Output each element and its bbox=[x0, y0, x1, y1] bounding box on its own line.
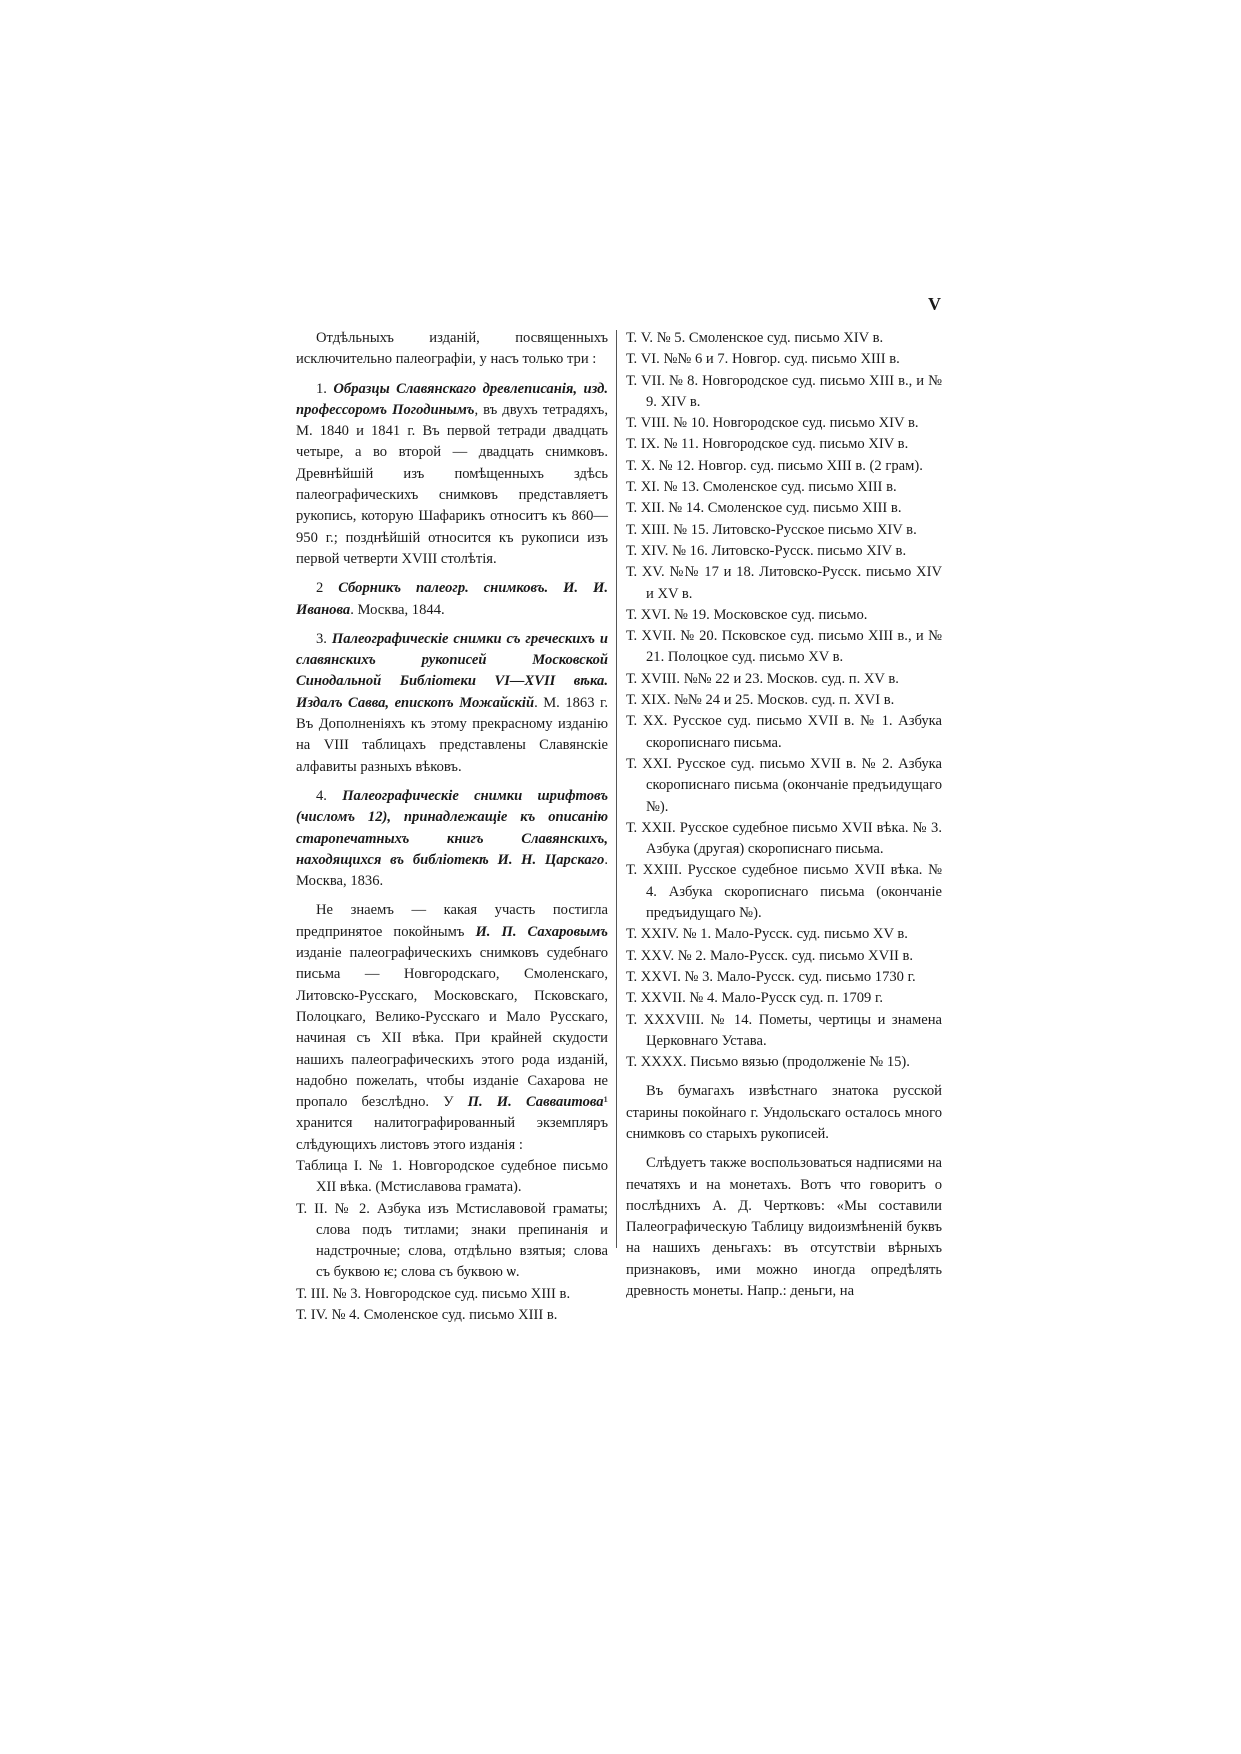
list-item bbox=[626, 541, 942, 562]
list-item bbox=[626, 626, 942, 669]
text-run: Т. XV. №№ 17 и 18. Литовско-Русск. письмо XIV и XV в. bbox=[626, 564, 942, 602]
list-item bbox=[626, 498, 942, 519]
list-item bbox=[626, 690, 942, 711]
text-run: Т. XI. № 13. Смоленское суд. письмо XIII в. bbox=[626, 479, 897, 496]
list-item bbox=[626, 1052, 942, 1073]
list-item bbox=[626, 669, 942, 690]
list-item bbox=[626, 946, 942, 967]
text-run: . М. 1863 г. Въ Дополненіяхъ къ этому прекрасному изданію на VIII таблицахъ представлены Славянскіе алфавиты разныхъ вѣковъ. bbox=[296, 694, 608, 775]
left-column bbox=[296, 328, 608, 1326]
paragraph bbox=[296, 578, 608, 621]
list-item bbox=[626, 349, 942, 370]
text-run: Т. XIII. № 15. Литовско-Русское письмо XIV в. bbox=[626, 521, 917, 538]
text-run: Т. XVI. № 19. Московское суд. письмо. bbox=[626, 606, 868, 623]
text-run: Т. V. № 5. Смоленское суд. письмо XIV в. bbox=[626, 330, 884, 346]
text-run: Т. VII. № 8. Новгородское суд. письмо XIII в., и № 9. XIV в. bbox=[626, 372, 942, 410]
list-item bbox=[626, 328, 942, 349]
text-run: . Москва, 1844. bbox=[350, 601, 445, 618]
text-run: Т. XXIII. Русское судебное письмо XVII вѣка. № 4. Азбука скорописнаго письма (окончаніе предъидущаго №). bbox=[626, 862, 942, 922]
list-item bbox=[626, 413, 942, 434]
text-run: Т. XXII. Русское судебное письмо XVII вѣка. № 3. Азбука (другая) скорописнаго письма. bbox=[626, 819, 942, 858]
list-item bbox=[626, 562, 942, 605]
emphasis-text: Сборникъ палеогр. снимковъ. И. И. Иванова bbox=[296, 580, 608, 618]
text-run: Т. XXI. Русское суд. письмо XVII в. № 2. Азбука скорописнаго письма (окончаніе предъидущаго №). bbox=[626, 755, 942, 815]
text-run: Т. II. № 2. Азбука изъ Мстиславовой граматы; слова подъ титлами; знаки препинанія и надстрочные; слова, отдѣльно взятыя; слова съ буквою ѥ; слова съ буквою ѡ. bbox=[296, 1200, 608, 1281]
list-item bbox=[626, 605, 942, 626]
text-run: Т. III. № 3. Новгородское суд. письмо XIII в. bbox=[296, 1285, 571, 1302]
text-run: изданіе палеографическихъ снимковъ судебнаго письма — Новгородскаго, Смоленскаго, Литовско-Русскаго, Московскаго, Псковскаго, Полоцкаго, Велико-Русскаго и Мало Русскаго, начиная съ XII вѣка. При крайней скудости нашихъ палеографическихъ этого рода изданій, надобно пожелать, чтобы изданіе Сахарова не пропало безслѣдно. У bbox=[296, 945, 608, 1111]
text-run: Т. VIII. № 10. Новгородское суд. письмо XIV в. bbox=[626, 415, 919, 432]
text-run: Т. XVIII. №№ 22 и 23. Москов. суд. п. XV в. bbox=[626, 670, 899, 687]
list-item bbox=[626, 754, 942, 818]
page-number: V bbox=[928, 294, 941, 314]
list-item bbox=[296, 1199, 608, 1284]
right-column bbox=[626, 328, 942, 1302]
text-run: 1. bbox=[316, 380, 334, 397]
list-item bbox=[626, 967, 942, 988]
list-item bbox=[626, 520, 942, 541]
text-run: Т. XXIV. № 1. Мало-Русск. суд. письмо XV в. bbox=[626, 926, 908, 943]
emphasis-text: П. И. Савваитова bbox=[467, 1094, 604, 1111]
list-item bbox=[296, 1284, 608, 1305]
emphasis-text: Палеографическіе снимки съ греческихъ и славянскихъ рукописей Московской Синодальной Библіотеки VI—XVII вѣка. Издалъ Савва, епископъ Можайскій bbox=[296, 630, 608, 711]
text-run: Отдѣльныхъ изданій, посвященныхъ исключительно палеографіи, у насъ только три : bbox=[296, 330, 608, 368]
list-item bbox=[626, 456, 942, 477]
paragraph bbox=[626, 1081, 942, 1145]
list-item bbox=[626, 1010, 942, 1053]
text-run: . Москва, 1836. bbox=[296, 851, 608, 890]
text-run: Т. IX. № 11. Новгородское суд. письмо XIV в. bbox=[626, 436, 909, 453]
text-run: Т. XXVII. № 4. Мало-Русск суд. п. 1709 г. bbox=[626, 990, 883, 1007]
paragraph bbox=[296, 786, 608, 892]
text-run: , въ двухъ тетрадяхъ, М. 1840 и 1841 г. Въ первой тетради двадцать четыре, а во второй — двадцать снимковъ. Древнѣйшій изъ помѣщенныхъ здѣсь палеографическихъ снимковъ представляетъ рукопись, которую Шафарикъ относитъ къ 860—950 г.; позднѣйшій относится къ рукописи изъ первой четверти XVIII столѣтія. bbox=[296, 401, 608, 567]
text-run: Т. IV. № 4. Смоленское суд. письмо XIII в. bbox=[296, 1307, 558, 1324]
emphasis-text: Палеографическіе снимки шрифтовъ (числомъ 12), принадлежащіе къ описанію старопечатныхъ книгъ Славянскихъ, находящихся въ библіотекѣ И. Н. Царскаго bbox=[296, 787, 609, 868]
text-run: Т. XX. Русское суд. письмо XVII в. № 1. Азбука скорописнаго письма. bbox=[626, 713, 942, 751]
text-run: Т. XVII. № 20. Псковское суд. письмо XIII в., и № 21. Полоцкое суд. письмо XV в. bbox=[626, 628, 942, 666]
text-run: Въ бумагахъ извѣстнаго знатока русской старины покойнаго г. Ундольскаго осталось много снимковъ со старыхъ рукописей. bbox=[626, 1083, 942, 1142]
paragraph bbox=[296, 328, 608, 371]
text-run: Т. XII. № 14. Смоленское суд. письмо XIII в. bbox=[626, 500, 902, 517]
list-item bbox=[626, 860, 942, 924]
text-run: 2 bbox=[316, 580, 339, 597]
text-run: 3. bbox=[316, 630, 332, 647]
text-run: Т. VI. №№ 6 и 7. Новгор. суд. письмо XIII в. bbox=[626, 351, 900, 368]
list-item bbox=[626, 924, 942, 945]
list-item bbox=[296, 1305, 608, 1326]
text-run: 4. bbox=[316, 787, 343, 804]
paragraph bbox=[296, 629, 608, 778]
text-run: Т. XXXX. Письмо вязью (продолженіе № 15). bbox=[626, 1054, 910, 1071]
text-run: Т. XIX. №№ 24 и 25. Москов. суд. п. XVI в. bbox=[626, 692, 895, 709]
text-run: Т. XXV. № 2. Мало-Русск. суд. письмо XVII в. bbox=[626, 947, 914, 964]
paragraph bbox=[296, 379, 608, 571]
column-divider bbox=[616, 330, 617, 1248]
list-item bbox=[626, 988, 942, 1009]
text-run: Т. X. № 12. Новгор. суд. письмо XIII в. (2 грам). bbox=[626, 457, 923, 474]
text-run: Таблица I. № 1. Новгородское судебное письмо XII вѣка. (Мстиславова грамата). bbox=[296, 1157, 608, 1196]
list-item bbox=[626, 371, 942, 414]
list-item bbox=[626, 818, 942, 861]
list-item bbox=[626, 434, 942, 455]
text-run: ¹ хранится налитографированный экземпляръ слѣдующихъ листовъ этого изданія : bbox=[296, 1094, 608, 1153]
paragraph bbox=[296, 900, 608, 1156]
emphasis-text: И. П. Сахаровымъ bbox=[475, 923, 608, 940]
list-item bbox=[296, 1156, 608, 1199]
text-run: Т. XXXVIII. № 14. Пометы, чертицы и знамена Церковнаго Устава. bbox=[626, 1011, 942, 1049]
text-run: Не знаемъ — какая участь постигла предпринятое покойнымъ bbox=[296, 902, 608, 940]
list-item bbox=[626, 711, 942, 754]
list-item bbox=[626, 477, 942, 498]
text-run: Т. XIV. № 16. Литовско-Русск. письмо XIV в. bbox=[626, 542, 907, 559]
text-run: Слѣдуетъ также воспользоваться надписями на печатяхъ и на монетахъ. Вотъ что говоритъ о послѣднихъ А. Д. Чертковъ: «Мы составили Палеографическую Таблицу видоизмѣненій буквъ на нашихъ деньгахъ: въ отсутствіи вѣрныхъ признаковъ, ими можно иногда опредѣлять древность монеты. Напр.: деньги, на bbox=[626, 1155, 942, 1300]
paragraph bbox=[626, 1153, 942, 1302]
emphasis-text: Образцы Славянскаго древлеписанія, изд. профессоромъ Погодинымъ bbox=[296, 380, 608, 418]
text-run: Т. XXVI. № 3. Мало-Русск. суд. письмо 1730 г. bbox=[626, 968, 916, 985]
